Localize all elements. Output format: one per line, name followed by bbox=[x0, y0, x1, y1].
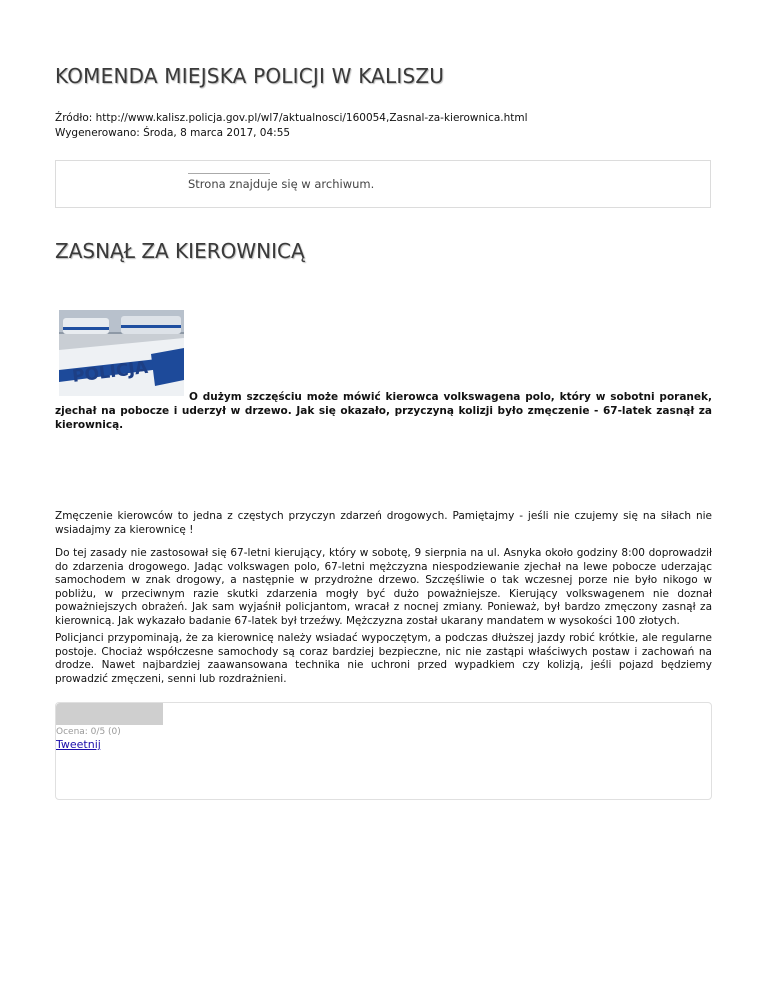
article-title: ZASNĄŁ ZA KIEROWNICĄ bbox=[55, 239, 305, 263]
article-paragraph: Zmęczenie kierowców to jedna z częstych przyczyn zdarzeń drogowych. Pamiętajmy - jeśli nie czujemy się na siłach nie wsiadajmy za kierownicę ! bbox=[55, 510, 712, 536]
archive-divider bbox=[188, 173, 270, 174]
tweet-link[interactable]: Tweetnij bbox=[56, 738, 101, 751]
document-meta bbox=[55, 111, 528, 141]
site-title: KOMENDA MIEJSKA POLICJI W KALISZU bbox=[55, 64, 445, 88]
article-lead: O dużym szczęściu może mówić kierowca volkswagena polo, który w sobotni poranek, zjechał na pobocze i uderzył w drzewo. Jak się okazało, przyczyną kolizji było zmęczenie - 67-latek zasnął za kierownicą. bbox=[55, 391, 712, 431]
archive-notice: Strona znajduje się w archiwum. bbox=[188, 177, 375, 191]
article-paragraph: Do tej zasady nie zastosował się 67-letni kierujący, który w sobotę, 9 sierpnia na ul. Asnyka około godziny 8:00 doprowadził do zdarzenia drogowego. Jadąc volkswagen polo, 67-letni mężczyzna niespodziewanie zjechał na lewe pobocze uderzając samochodem w znak drogowy, a następnie w przydrożne drzewo. Szczęśliwie o tak wczesnej porze nie było nikogo w pobliżu, w przeciwnym razie skutki zdarzenia mogły być dużo poważniejsze. Kierujący volkswagenem nie doznał poważniejszych obrażeń. Jak sam wyjaśnił policjantom, wracał z nocnej zmiany. Ponieważ, był bardzo zmęczony zasnął za kierownicą. Jak wykazało badanie 67-latek był trzeźwy. Mężczyzna został ukarany mandatem w wysokości 100 złotych. bbox=[55, 547, 712, 627]
photo-label: POLICJA bbox=[71, 357, 150, 387]
generated-date: Wygenerowano: Środa, 8 marca 2017, 04:55 bbox=[55, 127, 291, 139]
rating-box bbox=[55, 702, 712, 800]
article-photo bbox=[59, 310, 184, 396]
rating-label: Ocena: 0/5 (0) bbox=[56, 727, 121, 737]
rating-stars-bar[interactable] bbox=[56, 703, 163, 725]
article-paragraph: Policjanci przypominają, że za kierownicę należy wsiadać wypoczętym, a podczas dłuższej jazdy robić krótkie, ale regularne postoje. Chociaż współczesne samochody są coraz bardziej bezpieczne, nic nie zastąpi właściwych postaw i zachowań na drodze. Nawet najbardziej zaawansowana technika nie uchroni przed wypadkiem czy kolizją, jeśli pojazd będziemy prowadzić zmęczeni, senni lub rozdrażnieni. bbox=[55, 632, 712, 685]
archive-notice-box bbox=[55, 160, 711, 208]
source-url: Źródło: http://www.kalisz.policja.gov.pl/wl7/aktualnosci/160054,Zasnal-za-kierownica.html bbox=[55, 112, 528, 124]
